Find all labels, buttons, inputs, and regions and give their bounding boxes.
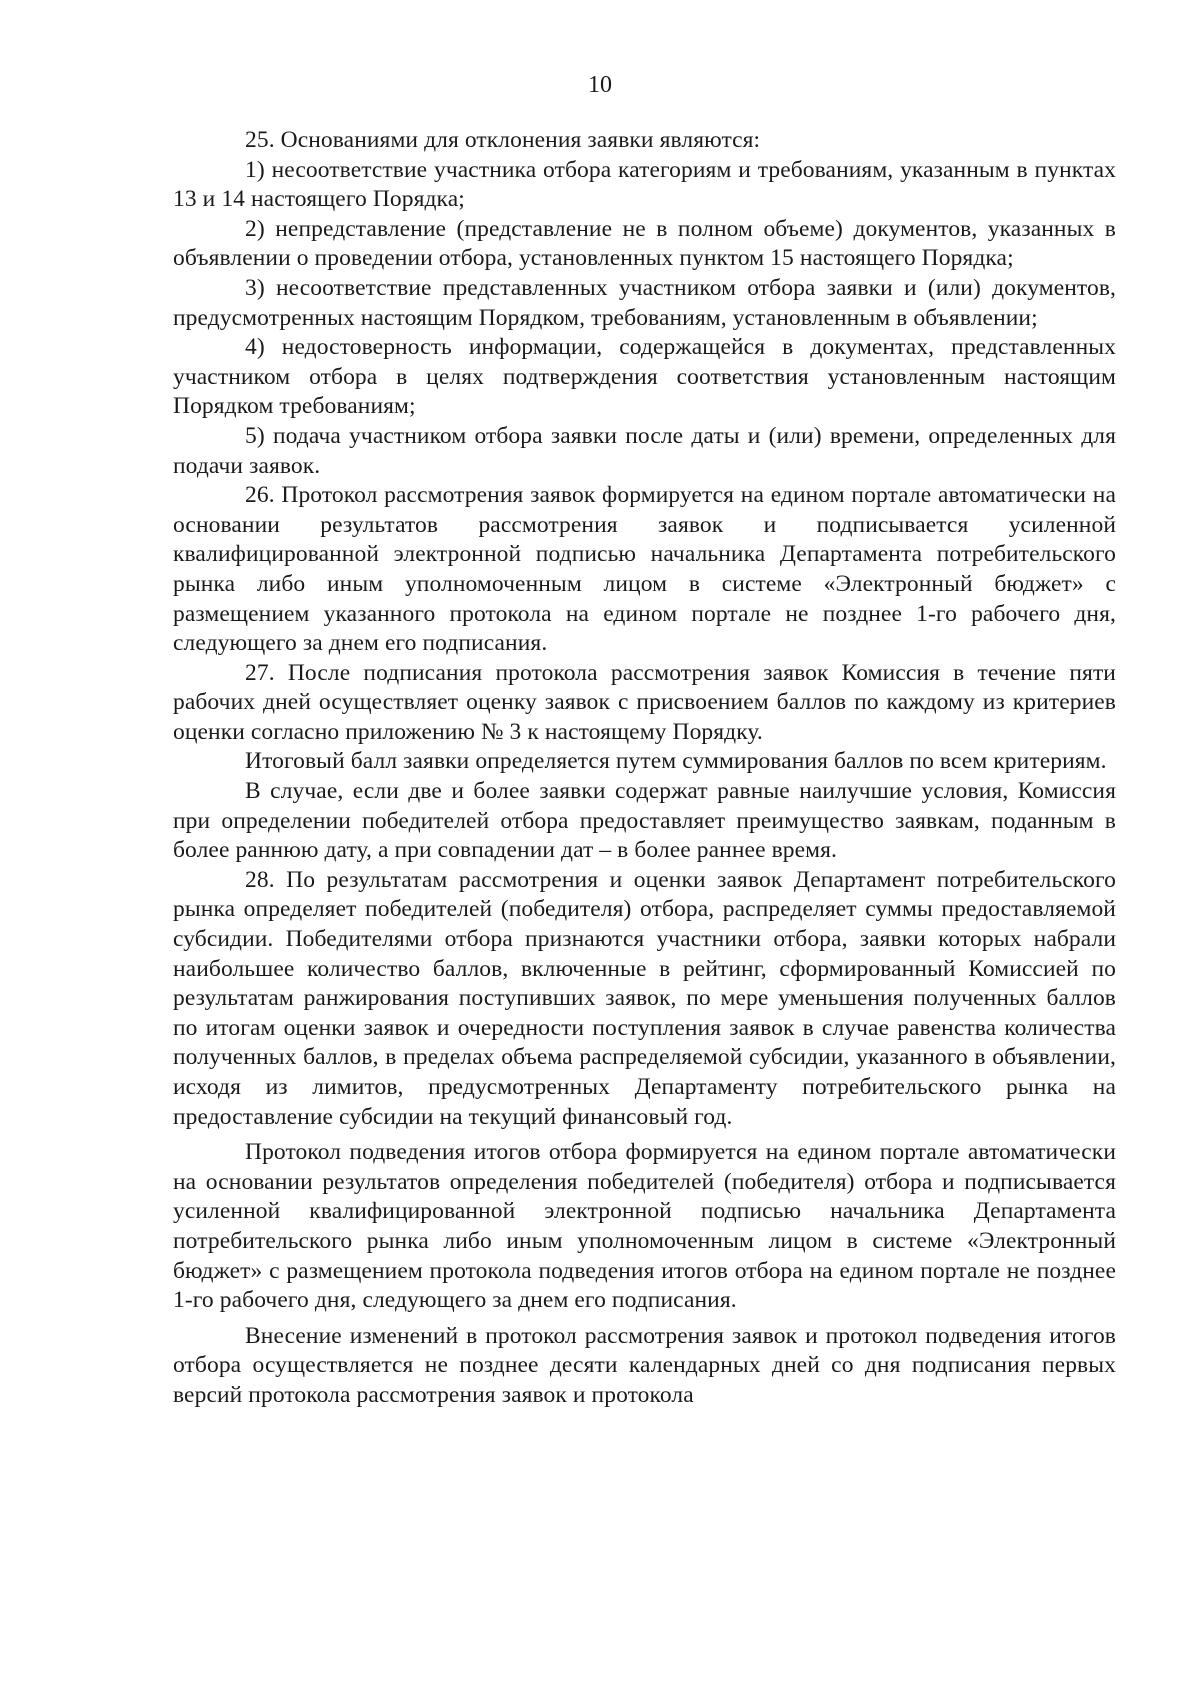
paragraph-27-tie-rule: В случае, если две и более заявки содержат равные наилучшие условия, Комиссия при определении победителей отбора предоставляет преимущество заявкам, поданным в более раннюю дату, а при совпадении дат – в более раннее время. [173, 778, 1116, 864]
paragraph-25-heading: 25. Основаниями для отклонения заявки являются: [245, 127, 761, 153]
paragraph-28-protocol-changes: Внесение изменений в протокол рассмотрения заявок и протокол подведения итогов отбора осуществляется не позднее десяти календарных дней со дня подписания первых версий протокола рассмотрения заявок и протокола [173, 1322, 1116, 1408]
paragraph-25-item-4: 4) недостоверность информации, содержащейся в документах, представленных участником отбора в целях подтверждения соответствия установленным настоящим Порядком требованиям; [173, 334, 1116, 420]
paragraph-25-item-1: 1) несоответствие участника отбора категориям и требованиям, указанным в пунктах 13 и 14 настоящего Порядка; [173, 156, 1116, 213]
page-number: 10 [588, 72, 612, 98]
paragraph-26: 26. Протокол рассмотрения заявок формируется на едином портале автоматически на основании результатов рассмотрения заявок и подписывается усиленной квалифицированной электронной подписью начальника Департамента потребительского рынка либо иным уполномоченным лицом в системе «Электронный бюджет» с размещением указанного протокола на едином портале не позднее 1-го рабочего дня, следующего за днем его подписания. [173, 482, 1116, 657]
paragraph-27: 27. После подписания протокола рассмотрения заявок Комиссия в течение пяти рабочих дней осуществляет оценку заявок с присвоением баллов по каждому из критериев оценки согласно приложению № 3 к настоящему Порядку. [173, 659, 1116, 745]
paragraph-25-item-2: 2) непредставление (представление не в полном объеме) документов, указанных в объявлении о проведении отбора, установленных пунктом 15 настоящего Порядка; [173, 215, 1116, 272]
paragraph-28: 28. По результатам рассмотрения и оценки заявок Департамент потребительского рынка определяет победителей (победителя) отбора, распределяет суммы предоставляемой субсидии. Победителями отбора признаются участники отбора, заявки которых набрали наибольшее количество баллов, включенные в рейтинг, сформированный Комиссией по результатам ранжирования поступивших заявок, по мере уменьшения полученных баллов по итогам оценки заявок и очередности поступления заявок в случае равенства количества полученных баллов, в пределах объема распределяемой субсидии, указанного в объявлении, исходя из лимитов, предусмотренных Департаменту потребительского рынка на предоставление субсидии на текущий финансовый год. [173, 866, 1116, 1130]
document-body [173, 126, 1116, 1411]
paragraph-27-total-score: Итоговый балл заявки определяется путем суммирования баллов по всем критериям. [245, 748, 1107, 775]
paragraph-28-results-protocol: Протокол подведения итогов отбора формируется на едином портале автоматически на основании результатов определения победителей (победителя) отбора и подписывается усиленной квалифицированной электронной подписью начальника Департамента потребительского рынка либо иным уполномоченным лицом в системе «Электронный бюджет» с размещением протокола подведения итогов отбора на едином портале не позднее 1-го рабочего дня, следующего за днем его подписания. [173, 1139, 1116, 1314]
paragraph-25-item-3: 3) несоответствие представленных участником отбора заявки и (или) документов, предусмотренных настоящим Порядком, требованиям, установленным в объявлении; [173, 274, 1116, 331]
paragraph-25-item-5: 5) подача участником отбора заявки после даты и (или) времени, определенных для подачи заявок. [173, 422, 1116, 479]
